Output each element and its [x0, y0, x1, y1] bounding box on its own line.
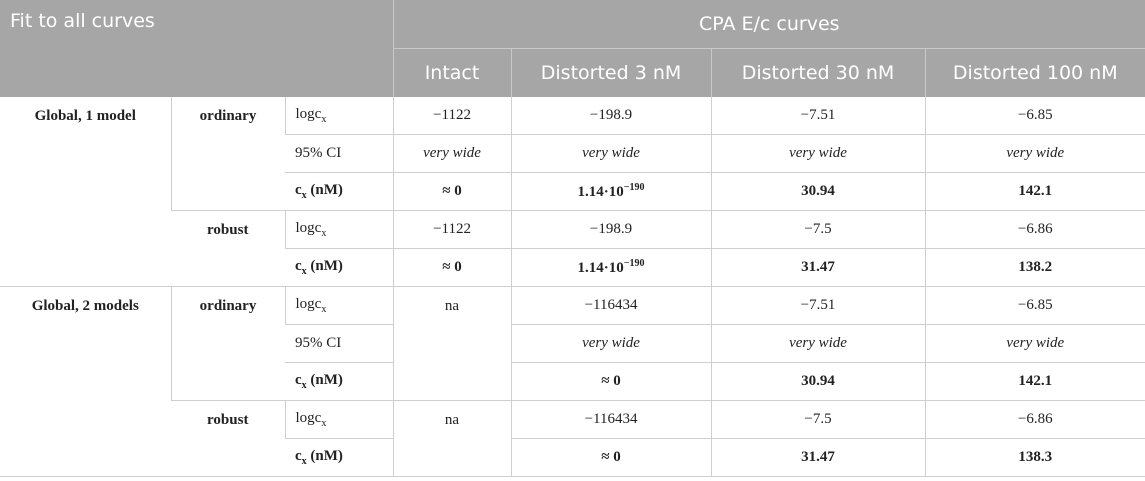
table-cell: −1122 — [393, 97, 511, 135]
table-cell: na — [393, 287, 511, 401]
param-label-logcx: logc$_x$ — [285, 211, 393, 249]
param-label-logcx: logc$_x$ — [285, 287, 393, 325]
param-label-cx: $c_x$ (nM) — [285, 363, 393, 401]
param-label-cx: $c_x$ (nM) — [285, 249, 393, 287]
table-cell: −7.51 — [711, 287, 925, 325]
group-label: Global, 1 model — [0, 97, 171, 287]
column-header-intact: Intact — [393, 49, 511, 98]
fit-label: robust — [171, 211, 285, 287]
table-cell: $1.14\cdot 10^{-190}$ — [511, 249, 711, 287]
table-cell: 30.94 — [711, 173, 925, 211]
table-cell: very wide — [925, 325, 1145, 363]
fit-label: ordinary — [171, 287, 285, 401]
param-label-ci: 95% CI — [285, 325, 393, 363]
table-cell: ≈ 0 — [511, 439, 711, 477]
table-cell: −1122 — [393, 211, 511, 249]
table-cell: 142.1 — [925, 363, 1145, 401]
table-cell: 138.2 — [925, 249, 1145, 287]
column-header-distorted-100nm: Distorted 100 nM — [925, 49, 1145, 98]
table-row — [0, 211, 1145, 249]
table-row — [0, 401, 1145, 439]
corner-header: Fit to all curves — [0, 0, 393, 97]
table-cell: very wide — [511, 135, 711, 173]
table-cell: −116434 — [511, 287, 711, 325]
fit-label: robust — [171, 401, 285, 477]
table-cell: ≈ 0 — [393, 173, 511, 211]
table-cell: very wide — [511, 325, 711, 363]
table-cell: na — [393, 401, 511, 477]
table-cell: ≈ 0 — [393, 249, 511, 287]
param-label-logcx: logc$_x$ — [285, 401, 393, 439]
table-cell: ≈ 0 — [511, 363, 711, 401]
table-cell: −6.85 — [925, 287, 1145, 325]
table-cell: $1.14\cdot 10^{-190}$ — [511, 173, 711, 211]
table-cell: 142.1 — [925, 173, 1145, 211]
table-cell: −7.5 — [711, 401, 925, 439]
column-header-distorted-30nm: Distorted 30 nM — [711, 49, 925, 98]
param-label-ci: 95% CI — [285, 135, 393, 173]
table-cell: −198.9 — [511, 97, 711, 135]
table-row — [0, 97, 1145, 135]
group-label: Global, 2 models — [0, 287, 171, 477]
table-cell: −6.86 — [925, 211, 1145, 249]
table-row — [0, 287, 1145, 325]
table-cell: −198.9 — [511, 211, 711, 249]
table-cell: −7.5 — [711, 211, 925, 249]
column-header-distorted-3nm: Distorted 3 nM — [511, 49, 711, 98]
table-cell: −7.51 — [711, 97, 925, 135]
table-cell: very wide — [925, 135, 1145, 173]
table-cell: −6.85 — [925, 97, 1145, 135]
table-cell: −6.86 — [925, 401, 1145, 439]
table-cell: 138.3 — [925, 439, 1145, 477]
table-cell: very wide — [711, 325, 925, 363]
fit-label: ordinary — [171, 97, 285, 211]
param-label-cx: $c_x$ (nM) — [285, 173, 393, 211]
table-cell: −116434 — [511, 401, 711, 439]
group-header: CPA E/c curves — [393, 0, 1145, 49]
param-label-cx: $c_x$ (nM) — [285, 439, 393, 477]
table-cell: very wide — [393, 135, 511, 173]
param-label-logcx: logc$_x$ — [285, 97, 393, 135]
table-cell: very wide — [711, 135, 925, 173]
table-cell: 31.47 — [711, 439, 925, 477]
table-cell: 31.47 — [711, 249, 925, 287]
table-cell: 30.94 — [711, 363, 925, 401]
